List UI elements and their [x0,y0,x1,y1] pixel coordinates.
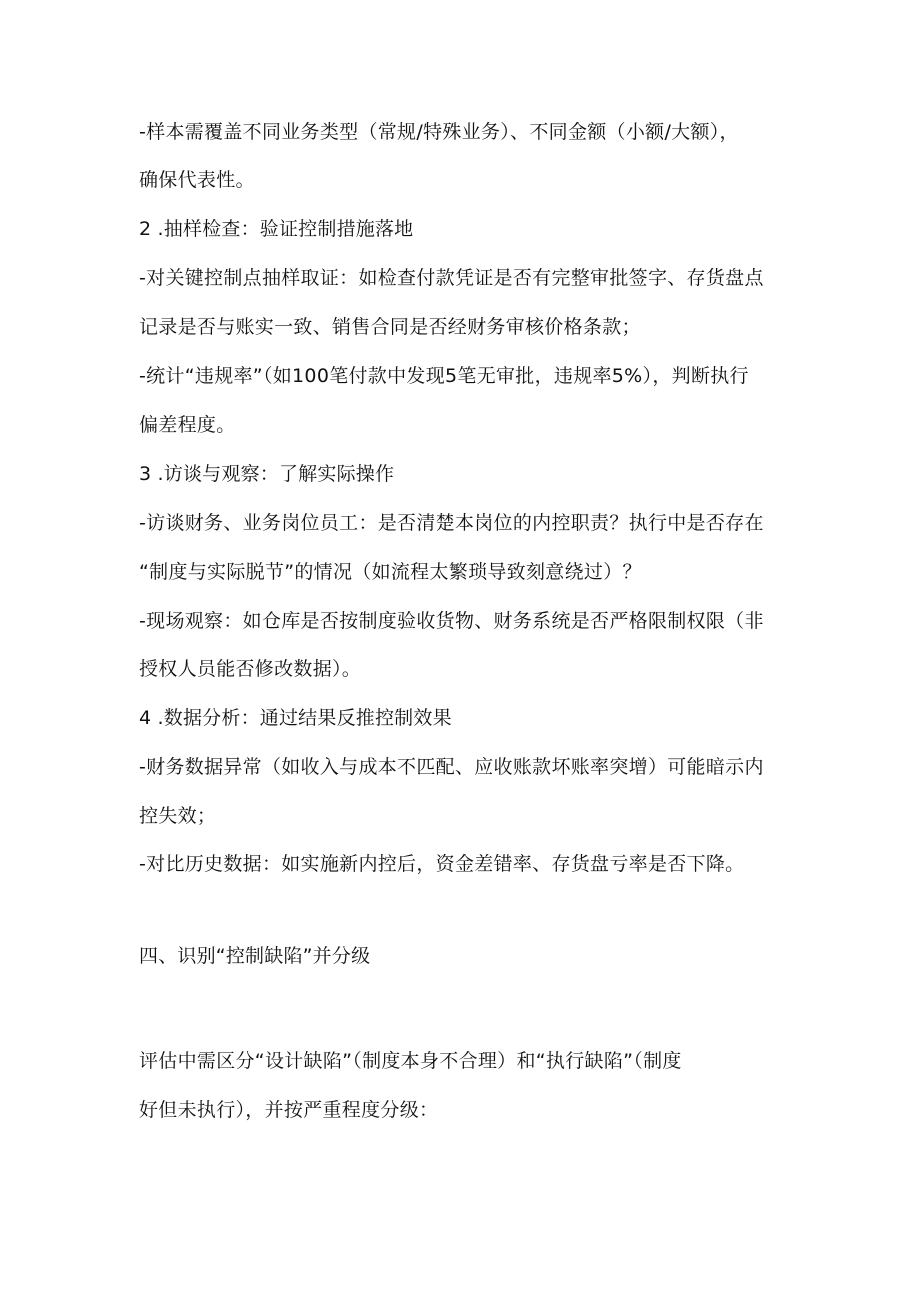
observation-text-line-2: 授权人员能否修改数据）。 [139,658,362,680]
interview-text-line-1: -访谈财务、业务岗位员工：是否清楚本岗位的内控职责？执行中是否存在 [139,512,764,534]
observation-text-line-1: -现场观察：如仓库是否按制度验收货物、财务系统是否严格限制权限（非 [139,610,764,632]
sample-coverage-text-line-2: 确保代表性。 [139,169,255,191]
interview-text-line-2: “制度与实际脱节”的情况（如流程太繁琐导致刻意绕过）？ [139,561,642,583]
sampling-evidence-text-line-1: -对关键控制点抽样取证：如检查付款凭证是否有完整审批签字、存货盘点 [139,267,764,289]
section-heading-control-defects: 四、识别“控制缺陷”并分级 [139,945,371,967]
violation-rate-text-line-1: -统计“违规率”（如100笔付款中发现5笔无审批，违规率5%），判断执行 [139,365,749,387]
section-heading-data-analysis: 4 .数据分析：通过结果反推控制效果 [139,707,452,729]
sampling-evidence-text-line-2: 记录是否与账实一致、销售合同是否经财务审核价格条款； [139,316,641,338]
violation-rate-text-line-2: 偏差程度。 [139,414,236,436]
section-heading-sampling-check: 2 .抽样检查：验证控制措施落地 [139,218,414,240]
section-heading-interview-observation: 3 .访谈与观察：了解实际操作 [139,463,395,485]
data-anomaly-text-line-2: 控失效； [139,805,217,827]
defect-classification-text-line-2: 好但未执行），并按严重程度分级： [139,1099,439,1121]
historical-comparison-text: -对比历史数据：如实施新内控后，资金差错率、存货盘亏率是否下降。 [139,853,745,875]
sample-coverage-text-line-1: -样本需覆盖不同业务类型（常规/特殊业务）、不同金额（小额/大额）， [139,121,739,143]
defect-classification-text-line-1: 评估中需区分“设计缺陷”（制度本身不合理）和“执行缺陷”（制度 [139,1050,682,1072]
data-anomaly-text-line-1: -财务数据异常（如收入与成本不匹配、应收账款坏账率突增）可能暗示内 [139,756,764,778]
